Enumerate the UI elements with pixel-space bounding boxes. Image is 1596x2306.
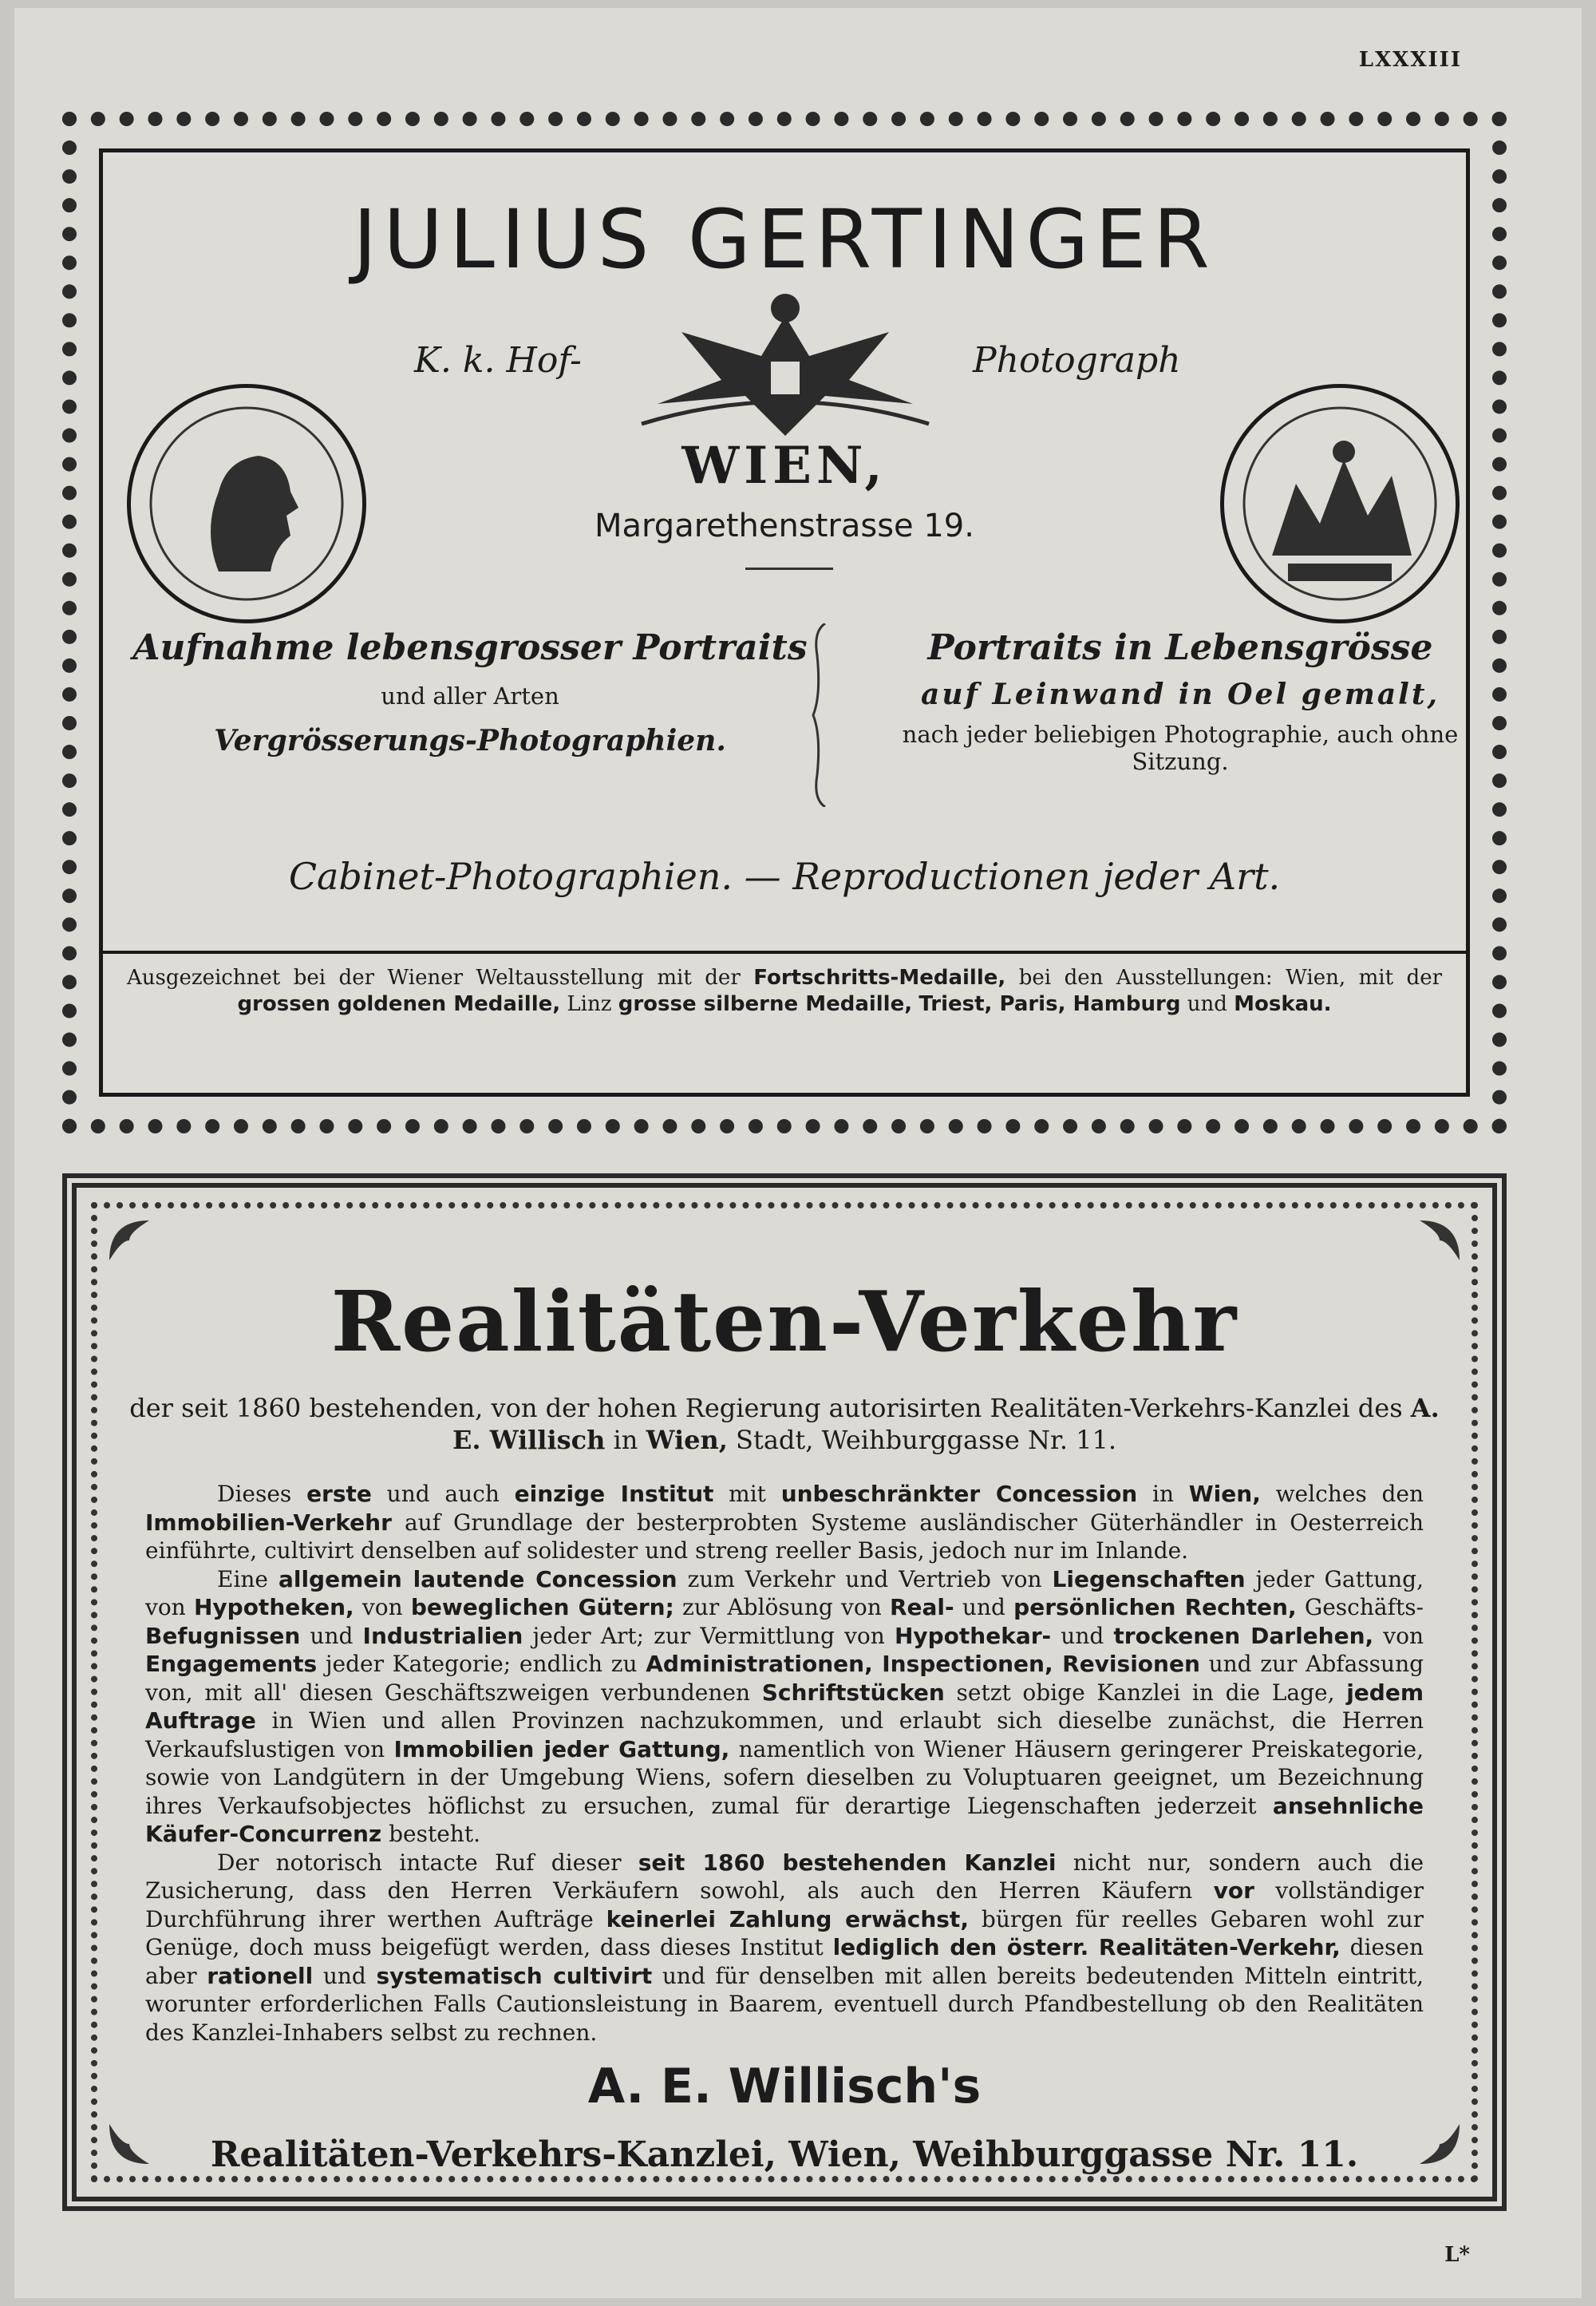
offer-left-heading: Aufnahme lebensgrosser Portraits <box>132 627 808 668</box>
court-title-left: K. k. Hof- <box>414 340 582 381</box>
body-paragraph-2: Eine allgemein lautende Concession zum Verkehr und Vertrieb von Liegenschaften jeder Gattung, von Hypotheken, von beweglichen Gütern; zur Ablösung von Real- und persönlichen Rechten, Geschäfts-Befugnissen und Industrialien jeder Art; zur Vermittlung von Hypothekar- und trockenen Darlehen, von Engagements jeder Kategorie; endlich zu Administrationen, Inspectionen, Revisionen und zur Abfassung von, mit all' diesen Geschäftszweigen verbundenen Schriftstücken setzt obige Kanzlei in die Lage, jedem Auftrage in Wien und allen Provinzen nachzukommen, und erlaubt sich dieselbe zunächst, die Herren Verkaufslustigen von Immobilien jeder Gattung, namentlich von Wiener Häusern geringerer Preiskategorie, sowie von Landgütern in der Umgebung Wiens, sofern dieselben zu Voluptuaren geeignet, um Bezeichnung ihres Verkaufsobjectes höflichst zu ersuchen, zumal für derartige Liegenschaften jederzeit ansehnliche Käufer-Concurrenz besteht. <box>145 1565 1424 1847</box>
emperor-portrait-medal-icon <box>127 384 366 623</box>
body-paragraph-1: Dieses erste und auch einzige Institut mit unbeschränkter Concession in Wien, welches den Immobilien-Verkehr auf Grundlage der besterprobten Systeme ausländischer Güterhändler in Oesterreich einführte, cultivirt denselben auf solidester und streng reeller Basis, jedoch nur im Inlande. <box>145 1481 1424 1564</box>
court-title-right: Photograph <box>973 340 1181 381</box>
printer-signature-mark: L* <box>1444 2243 1470 2267</box>
divider-rule <box>745 568 833 570</box>
photographer-name: JULIUS GERTINGER <box>353 192 1216 287</box>
offer-column-right <box>829 627 1531 775</box>
awards-divider <box>103 951 1466 954</box>
services-line: Cabinet-Photographien. — Reproductionen jeder Art. <box>288 855 1281 898</box>
offer-left-line3: Vergrösserungs-Photographien. <box>214 724 726 757</box>
offer-right-heading: Portraits in Lebensgrösse <box>927 627 1433 668</box>
photographer-ad <box>99 148 1470 1097</box>
studio-city: WIEN, <box>681 436 887 496</box>
photographer-ad-frame <box>62 112 1507 1133</box>
realestate-body <box>145 1480 1424 2047</box>
offer-left-line2: und aller Arten <box>381 682 559 710</box>
offer-column-left <box>119 627 821 757</box>
allegorical-award-medal-icon <box>1220 384 1460 623</box>
realestate-title: Realitäten-Verkehr <box>330 1272 1238 1371</box>
studio-street: Margarethenstrasse 19. <box>595 508 974 544</box>
ornament-corner-icon <box>105 1216 153 1264</box>
offer-right-line3: nach jeder beliebigen Photographie, auch ohne Sitzung. <box>902 721 1459 775</box>
realestate-address: Realitäten-Verkehrs-Kanzlei, Wien, Weihburggasse Nr. 11. <box>210 2134 1359 2175</box>
realestate-signature: A. E. Willisch's <box>587 2059 982 2114</box>
ornament-corner-icon <box>1416 1216 1464 1264</box>
page-number: LXXXIII <box>1358 48 1462 72</box>
body-paragraph-3: Der notorisch intacte Ruf dieser seit 1860 bestehenden Kanzlei nicht nur, sondern auch die Zusicherung, dass den Herren Verkäufern sowohl, als auch den Herren Käufern vor vollständiger Durchführung ihrer werthen Aufträge keinerlei Zahlung erwächst, bürgen für reelles Gebaren wohl zur Genüge, doch muss beigefügt werden, dass dieses Institut lediglich den österr. Realitäten-Verkehr, diesen aber rationell und systematisch cultivirt und für denselben mit allen bereits bedeutenden Mitteln eintritt, worunter erforderlichen Falls Cautionsleistung in Baarem, eventuell durch Pfandbestellung ob den Realitäten des Kanzlei-Inhabers selbst zu rechnen. <box>145 1849 1424 2046</box>
page-sheet <box>14 8 1582 2298</box>
realestate-ad-frame <box>62 1173 1507 2211</box>
offer-right-line2: auf Leinwand in Oel gemalt, <box>921 678 1440 711</box>
imperial-eagle-icon <box>626 284 945 444</box>
awards-text: Ausgezeichnet bei der Wiener Weltausstellung mit der Fortschritts-Medaille, bei den Ausstellungen: Wien, mit der grossen goldenen Medaille, Linz grosse silberne Medaille, Triest, Paris, Hamburg und Moskau. <box>127 966 1443 1016</box>
realestate-subtitle: der seit 1860 bestehenden, von der hohen Regierung autorisirten Realitäten-Verkehrs-Kanzlei des A. E. Willisch in Wien, Stadt, Weihburggasse Nr. 11. <box>129 1393 1440 1455</box>
realestate-ad <box>91 1202 1478 2182</box>
